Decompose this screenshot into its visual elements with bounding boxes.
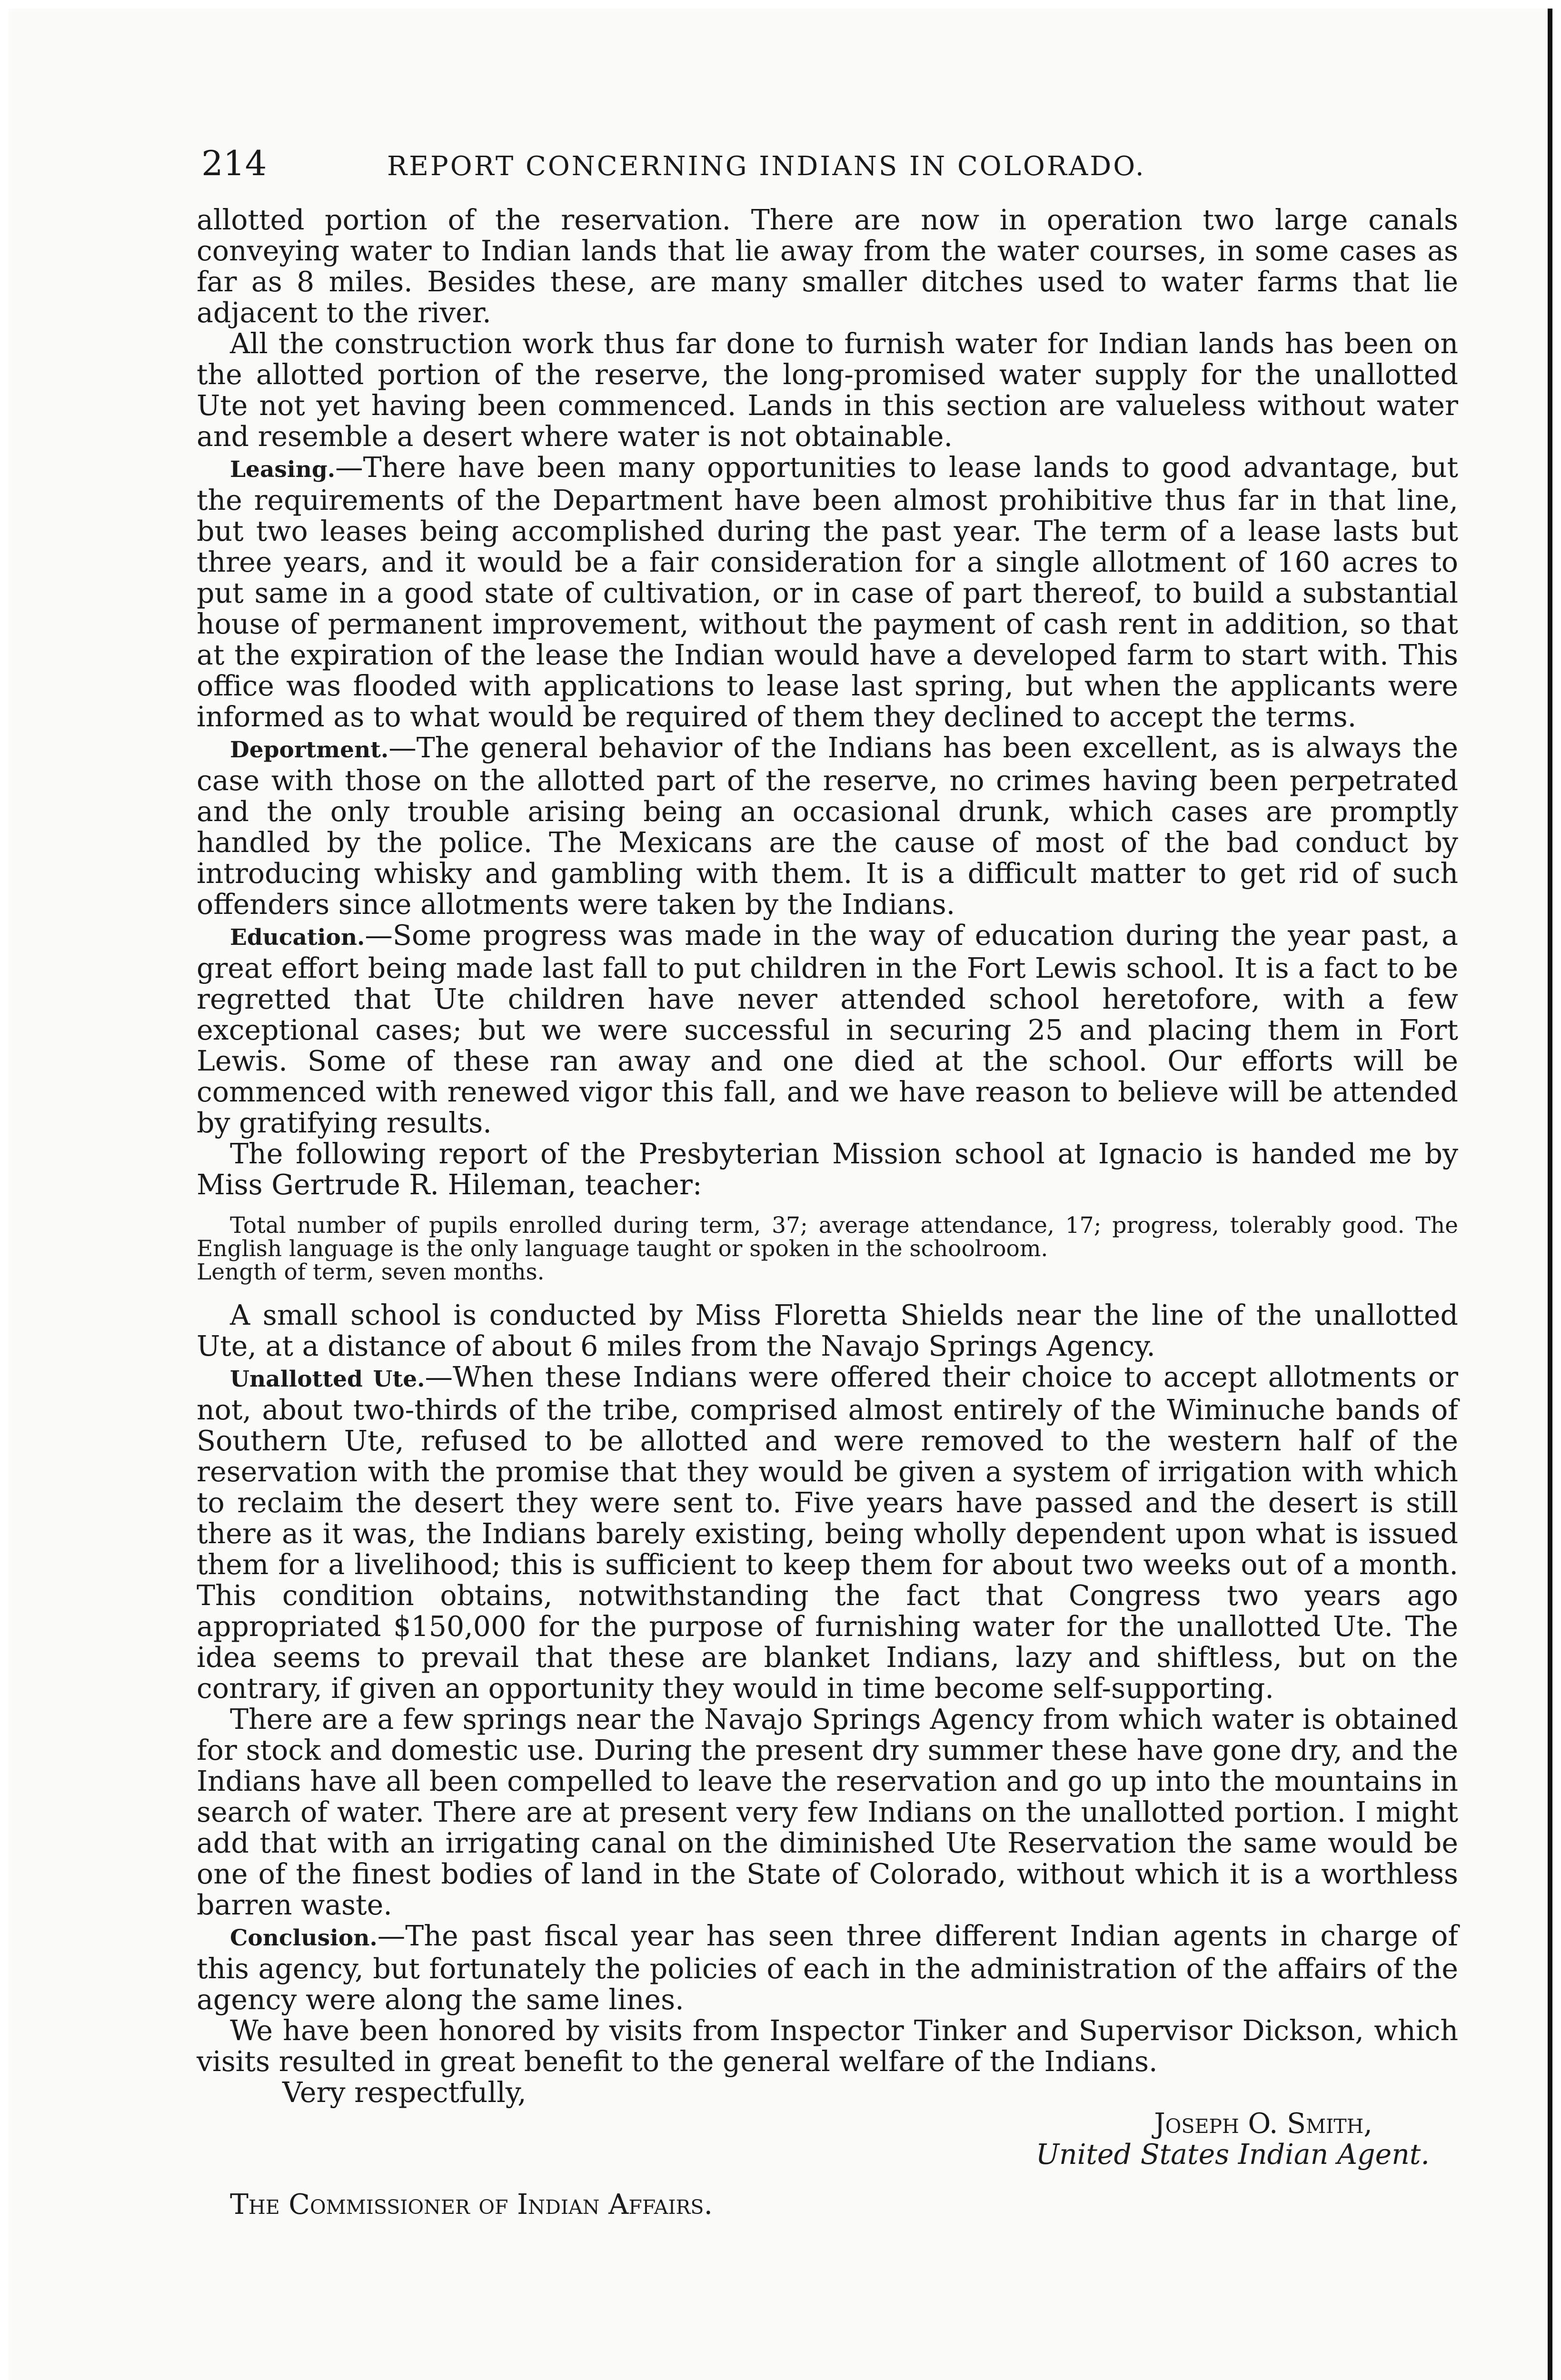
school-report-line-1: Total number of pupils enrolled during term, 37; average attendance, 17; progress, tolerably good. The English language is the only language taught or spoken in the schoolroom. (197, 1212, 1458, 1262)
page (9, 9, 1552, 2380)
section-label-unallotted: Unallotted Ute. (230, 1366, 425, 1392)
signer-title: United States Indian Agent. (1035, 2138, 1430, 2171)
running-head (197, 144, 1458, 186)
page-number: 214 (201, 143, 267, 183)
section-label-deportment: Deportment. (230, 737, 389, 763)
paragraph-deportment (197, 733, 1458, 920)
conclusion-text: —The past fiscal year has seen three different Indian agents in charge of this agency, but fortunately the policies of each in the administration of the affairs of the agency were along the same lines. (197, 1920, 1458, 2016)
school-report-line-2: Length of term, seven months. (197, 1259, 545, 1285)
closing-salutation: Very respectfully, (282, 2076, 527, 2109)
signature-block (197, 2108, 1430, 2170)
paragraph-canals: allotted portion of the reservation. There are now in operation two large canals conveying water to Indian lands that lie away from the water courses, in some cases as far as 8 miles. Besides these, are many smaller ditches used to water farms that lie adjacent to the river. (197, 204, 1458, 329)
paragraph-leasing (197, 452, 1458, 733)
paragraph-unallotted (197, 1362, 1458, 1704)
unallotted-text: —When these Indians were offered their choice to accept allotments or not, about two-thirds of the tribe, comprised almost entirely of the Wiminuche bands of Southern Ute, refused to be allotted and were removed to the western half of the reservation with the promise that they would be given a system of irrigation with which to reclaim the desert they were sent to. Five years have passed and the desert is still there as it was, the Indians barely existing, being wholly dependent upon what is issued them for a livelihood; this is sufficient to keep them for about two weeks out of a month. This condition obtains, notwithstanding the fact that Congress two years ago appropriated $150,000 for the purpose of furnishing water for the unallotted Ute. The idea seems to prevail that these are blanket Indians, lazy and shiftless, but on the contrary, if given an opportunity they would in time become self-supporting. (197, 1361, 1458, 1705)
section-label-conclusion: Conclusion. (230, 1925, 378, 1951)
addressee: The Commissioner of Indian Affairs. (230, 2188, 713, 2221)
section-label-leasing: Leasing. (230, 456, 336, 483)
header-title: REPORT CONCERNING INDIANS IN COLORADO. (387, 151, 1146, 182)
paragraph-visits: We have been honored by visits from Inspector Tinker and Supervisor Dickson, which visits resulted in great benefit to the general welfare of the Indians. (197, 2014, 1458, 2078)
leasing-text: —There have been many opportunities to lease lands to good advantage, but the requirements of the Department have been almost prohibitive thus far in that line, but two leases being accomplished during the past year. The term of a lease lasts but three years, and it would be a fair consideration for a single allotment of 160 acres to put same in a good state of cultivation, or in case of part thereof, to build a substantial house of permanent improvement, without the payment of cash rent in addition, so that at the expiration of the lease the Indian would have a developed farm to start with. This office was flooded with applications to lease last spring, but when the applicants were informed as to what would be required of them they declined to accept the terms. (197, 451, 1458, 733)
page-content (197, 144, 1458, 2220)
paragraph-construction: All the construction work thus far done to furnish water for Indian lands has been on the allotted portion of the reserve, the long-promised water supply for the unallotted Ute not yet having been commenced. Lands in this section are valueless without water and resemble a desert where water is not obtainable. (197, 327, 1458, 453)
education-text: —Some progress was made in the way of education during the year past, a great effort being made last fall to put children in the Fort Lewis school. It is a fact to be regretted that Ute children have never attended school heretofore, with a few exceptional cases; but we were successful in securing 25 and placing them in Fort Lewis. Some of these ran away and one died at the school. Our efforts will be commenced with renewed vigor this fall, and we have reason to believe will be attended by gratifying results. (197, 919, 1458, 1139)
body-text (197, 205, 1458, 2220)
signer-name: Joseph O. Smith, (1154, 2107, 1372, 2140)
school-report-quote (197, 1214, 1458, 1284)
paragraph-small-school: A small school is conducted by Miss Floretta Shields near the line of the unallotted Ute, at a distance of about 6 miles from the Navajo Springs Agency. (197, 1299, 1458, 1362)
paragraph-conclusion (197, 1921, 1458, 2015)
paragraph-springs: There are a few springs near the Navajo Springs Agency from which water is obtained for stock and domestic use. During the present dry summer these have gone dry, and the Indians have all been compelled to leave the reservation and go up into the mountains in search of water. There are at present very few Indians on the unallotted portion. I might add that with an irrigating canal on the diminished Ute Reservation the same would be one of the finest bodies of land in the State of Colorado, without which it is a worthless barren waste. (197, 1703, 1458, 1921)
paragraph-education (197, 920, 1458, 1139)
deportment-text: —The general behavior of the Indians has been excellent, as is always the case with those on the allotted part of the reserve, no crimes having been perpetrated and the only trouble arising being an occasional drunk, which cases are promptly handled by the police. The Mexicans are the cause of most of the bad conduct by introducing whisky and gambling with them. It is a difficult matter to get rid of such offenders since allotments were taken by the Indians. (197, 732, 1458, 921)
paragraph-report-intro: The following report of the Presbyterian Mission school at Ignacio is handed me by Miss Gertrude R. Hileman, teacher: (197, 1138, 1458, 1201)
section-label-education: Education. (230, 924, 365, 951)
